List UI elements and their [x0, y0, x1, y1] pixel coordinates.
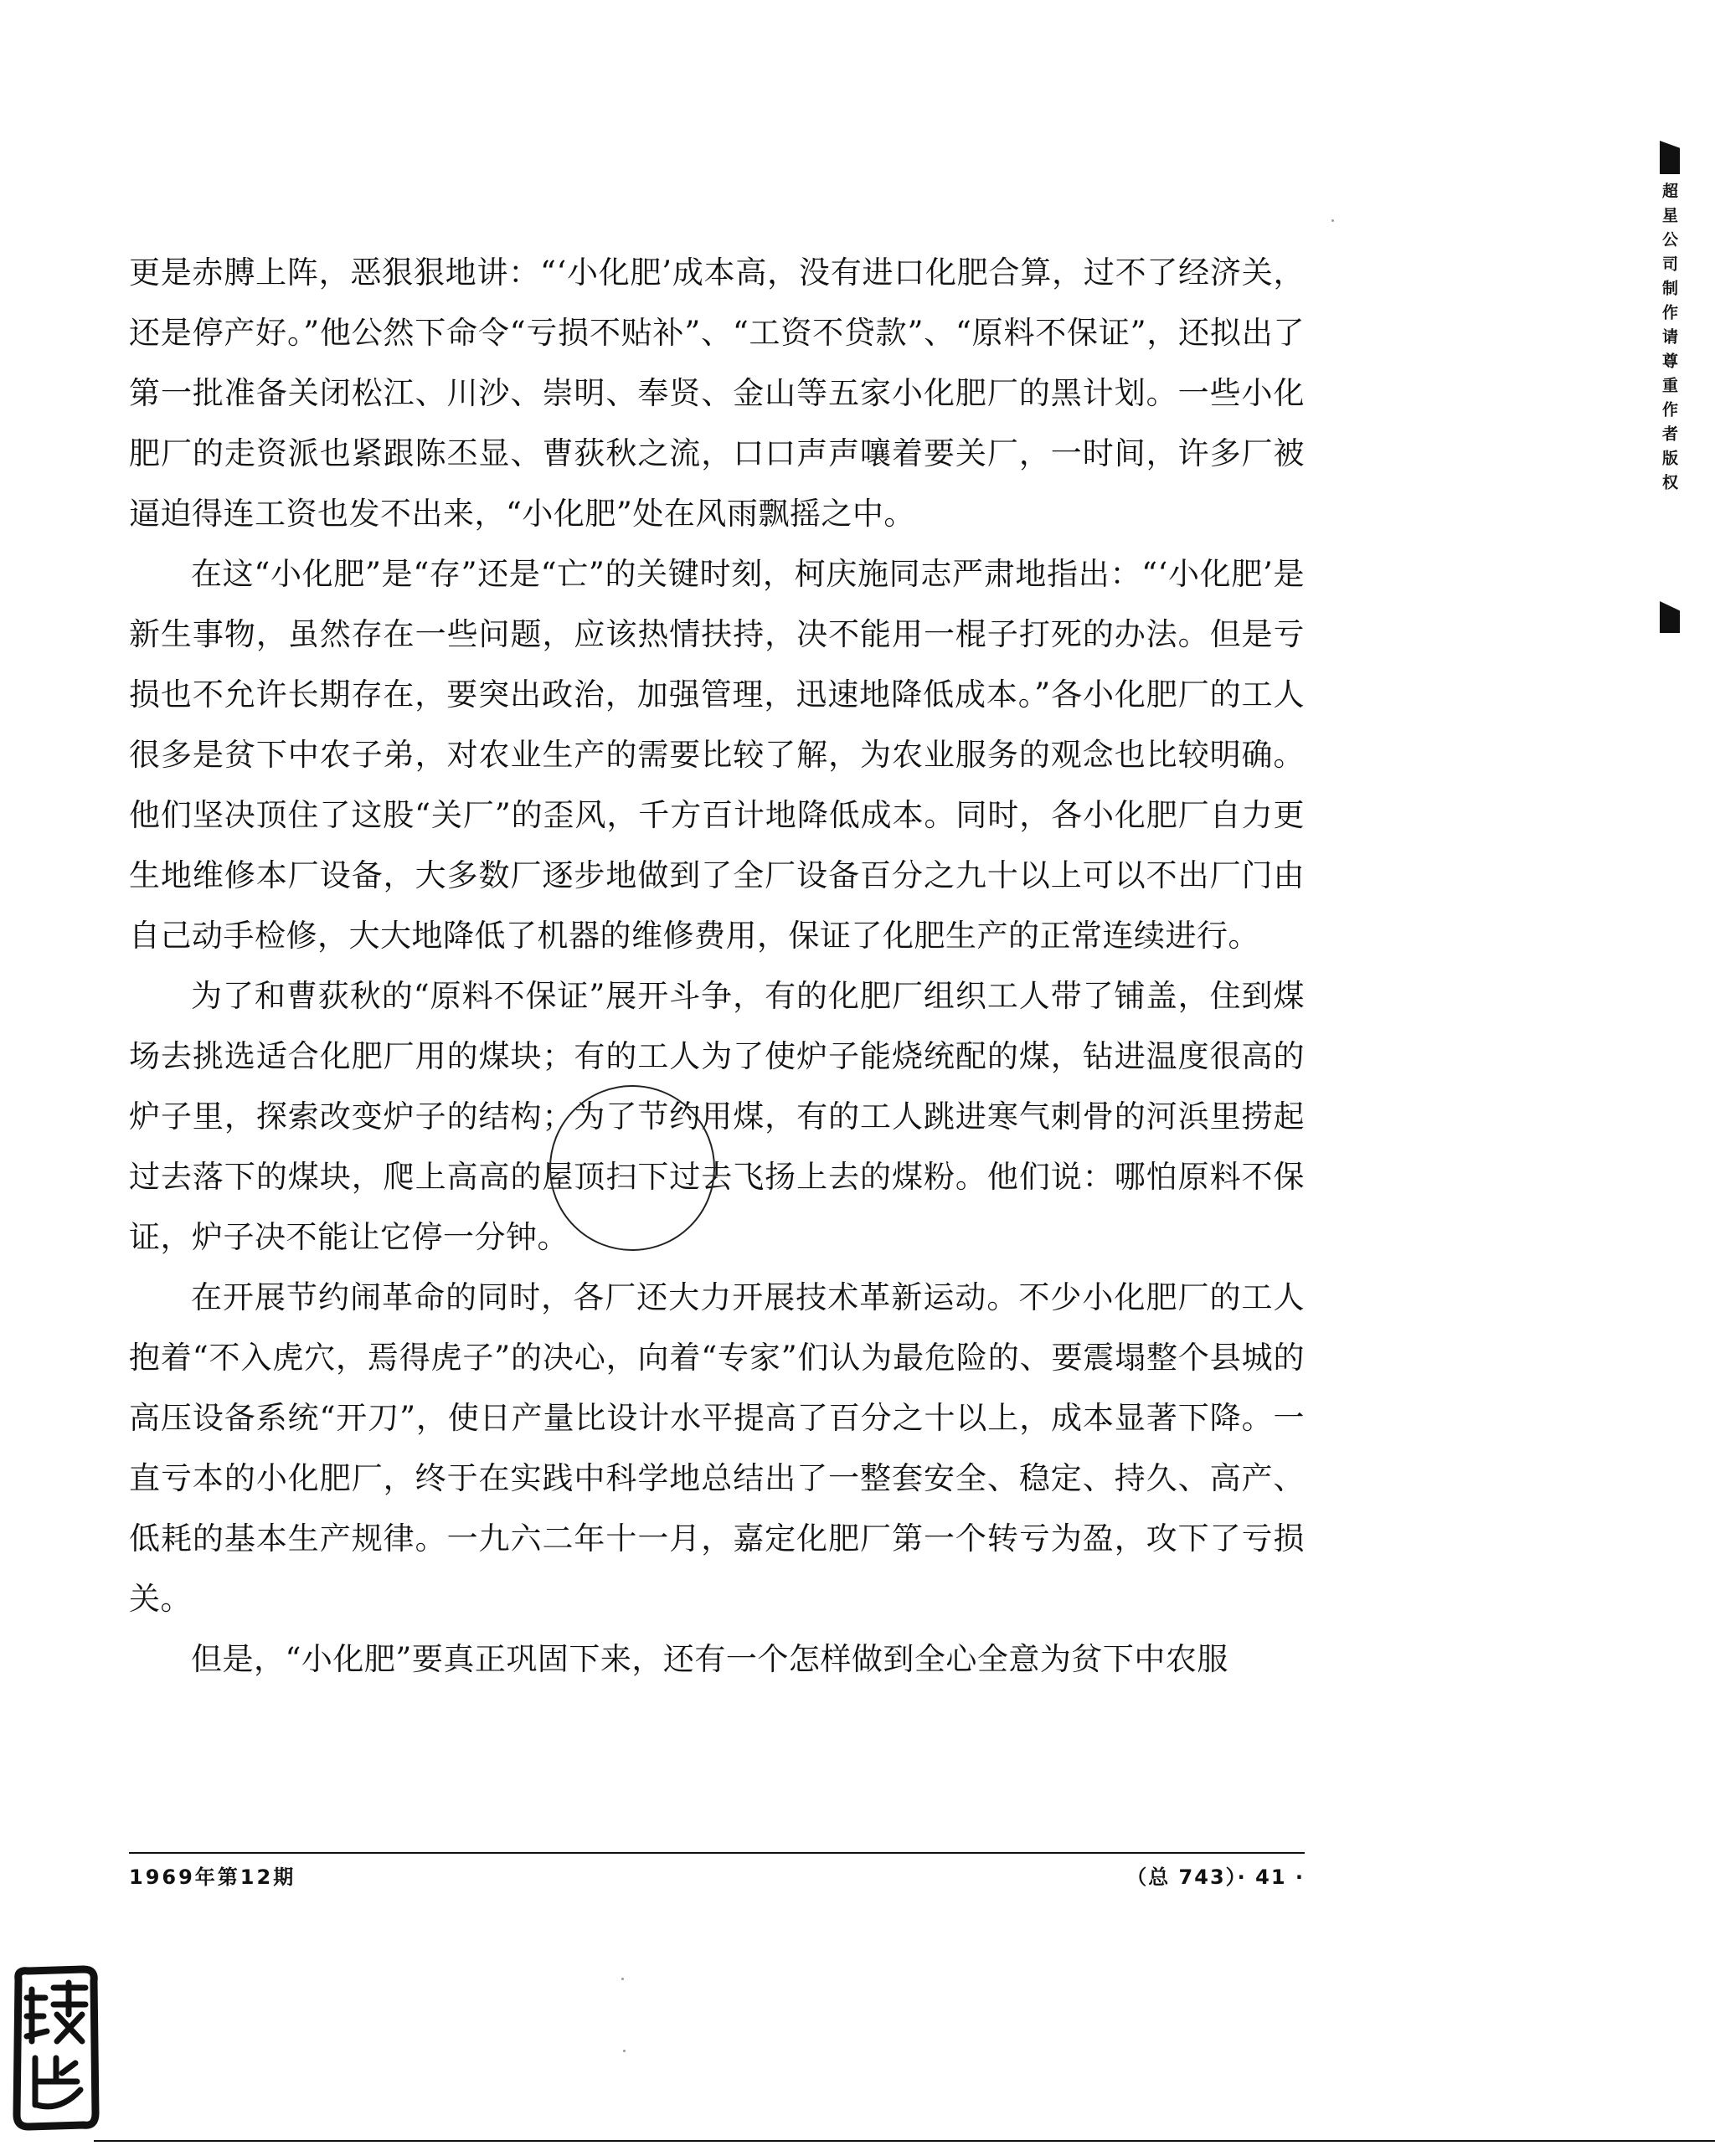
paragraph: 在开展节约闹革命的同时，各厂还大力开展技术革新运动。不少小化肥厂的工人抱着“不入虎穴，焉得虎子”的决心，向着“专家”们认为最危险的、要震塌整个县城的高压设备系统“开刀”，使日产量比设计水平提高了百分之十以上，成本显著下降。一直亏本的小化肥厂，终于在实践中科学地总结出了一整套安全、稳定、持久、高产、低耗的基本生产规律。一九六二年十一月，嘉定化肥厂第一个转亏为盈，攻下了亏损关。 [129, 1279, 1305, 1617]
seal-stamp-icon [10, 1964, 102, 2132]
notice-top-bar [1660, 141, 1680, 174]
copyright-side-notice [1656, 141, 1682, 635]
paragraph: 但是，“小化肥”要真正巩固下来，还有一个怎样做到全心全意为贫下中农服 [191, 1641, 1228, 1677]
notice-bottom-bar [1660, 601, 1680, 633]
issue-label: 1969年第12期 [129, 1865, 296, 1889]
paragraph: 为了和曹荻秋的“原料不保证”展开斗争，有的化肥厂组织工人带了铺盖，住到煤场去挑选适合化肥厂用的煤块；有的工人为了使炉子能烧统配的煤，钻进温度很高的炉子里，探索改变炉子的结构；为了节约用煤，有的工人跳进寒气刺骨的河浜里捞起过去落下的煤块，爬上高高的屋顶扫下过去飞扬上去的煤粉。他们说：哪怕原料不保证，炉子决不能让它停一分钟。 [129, 978, 1305, 1255]
scan-speck [1331, 219, 1334, 222]
scan-speck [623, 2050, 626, 2052]
article-body [129, 243, 1305, 1690]
page-number: （总 743）· 41 · [1126, 1865, 1305, 1889]
footer-divider [129, 1852, 1305, 1854]
copyright-notice-text: 超星公司制作请尊重作者版权 [1660, 183, 1678, 498]
scan-speck [621, 1978, 624, 1980]
paragraph: 在这“小化肥”是“存”还是“亡”的关键时刻，柯庆施同志严肃地指出：“‘小化肥’是新生事物，虽然存在一些问题，应该热情扶持，决不能用一棍子打死的办法。但是亏损也不允许长期存在，要突出政治，加强管理，迅速地降低成本。”各小化肥厂的工人很多是贫下中农子弟，对农业生产的需要比较了解，为农业服务的观念也比较明确。他们坚决顶住了这股“关厂”的歪风，千方百计地降低成本。同时，各小化肥厂自力更生地维修本厂设备，大多数厂逐步地做到了全厂设备百分之九十以上可以不出厂门由自己动手检修，大大地降低了机器的维修费用，保证了化肥生产的正常连续进行。 [129, 556, 1305, 954]
bottom-page-rule [94, 2140, 1715, 2142]
seal-stamp-graphic [10, 1964, 102, 2132]
paragraph-continued: 更是赤膊上阵，恶狠狠地讲：“‘小化肥’成本高，没有进口化肥合算，过不了经济关，还是停产好。”他公然下命令“亏损不贴补”、“工资不贷款”、“原料不保证”，还拟出了第一批准备关闭松江、川沙、崇明、奉贤、金山等五家小化肥厂的黑计划。一些小化肥厂的走资派也紧跟陈丕显、曹荻秋之流，口口声声嚷着要关厂，一时间，许多厂被逼迫得连工资也发不出来，“小化肥”处在风雨飘摇之中。 [129, 255, 1305, 532]
